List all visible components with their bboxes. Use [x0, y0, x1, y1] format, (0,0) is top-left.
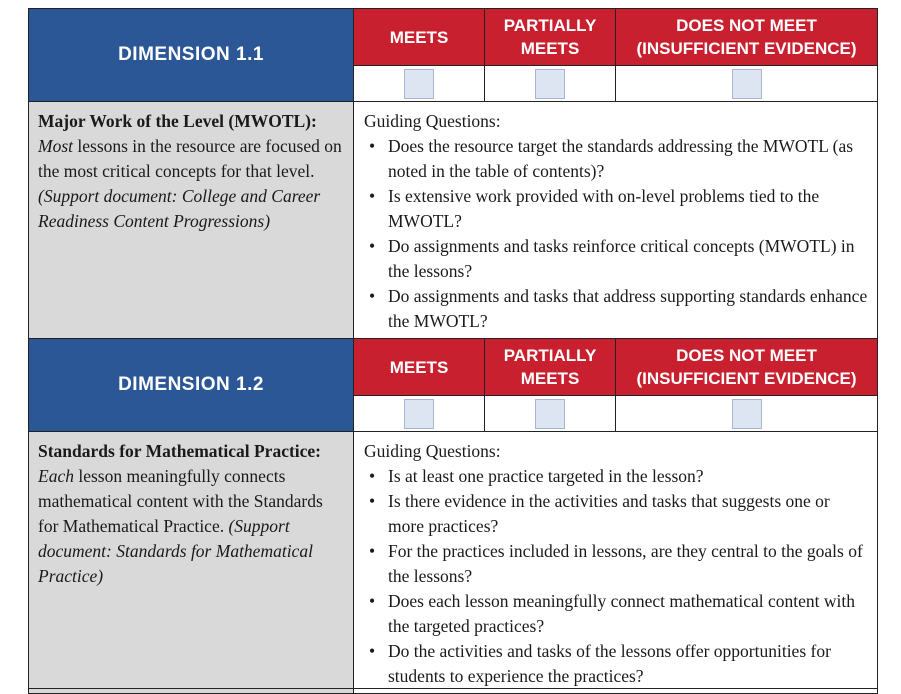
rating-does-not-meet-header	[616, 9, 878, 66]
dimension-1-1-does-not-meet-checkbox[interactable]	[732, 69, 762, 99]
rating-partially-meets-header	[485, 9, 616, 66]
rating-partially-line2: MEETS	[520, 39, 580, 58]
guiding-questions-heading: Guiding Questions:	[364, 111, 501, 131]
rating-partially-line2: MEETS	[520, 369, 580, 388]
guiding-questions-list	[364, 134, 869, 334]
criterion-support-document: (Support document: Standards for Mathematical Practice)	[38, 516, 313, 586]
dimension-1-2-meets-checkbox[interactable]	[404, 399, 434, 429]
rating-meets-label: MEETS	[389, 27, 449, 47]
dimension-1-1-content-row	[29, 102, 878, 339]
rating-meets-header	[354, 9, 485, 66]
rating-meets-header	[354, 339, 485, 396]
dimension-1-2-content-row	[29, 432, 878, 694]
list-item: • Is at least one practice targeted in the lesson?	[364, 464, 869, 489]
checkbox-cell-meets	[354, 66, 485, 102]
dimension-1-1-partially-meets-checkbox[interactable]	[535, 69, 565, 99]
criterion-title: Major Work of the Level (MWOTL):	[38, 111, 317, 131]
rating-partially-meets-header	[485, 339, 616, 396]
dimension-1-1-criterion	[29, 102, 354, 339]
rubric-table	[28, 8, 878, 694]
list-item: • Do assignments and tasks that address supporting standards enhance the MWOTL?	[364, 284, 869, 334]
dimension-1-1-header-row	[29, 9, 878, 66]
dimension-1-2-header-row	[29, 339, 878, 396]
list-item: • Does each lesson meaningfully connect mathematical content with the targeted practices?	[364, 589, 869, 639]
dimension-1-2-title: DIMENSION 1.2	[29, 339, 354, 432]
dimension-1-1-guiding-questions	[354, 102, 878, 339]
rating-does-not-line2: (INSUFFICIENT EVIDENCE)	[636, 369, 857, 388]
checkbox-cell-meets	[354, 396, 485, 432]
guiding-questions-heading: Guiding Questions:	[364, 441, 501, 461]
checkbox-cell-partially	[485, 396, 616, 432]
rating-does-not-meet-header	[616, 339, 878, 396]
criterion-text: lessons in the resource are focused on the most critical concepts for that level.	[38, 136, 342, 181]
criterion-emphasis: Each	[38, 466, 74, 486]
dimension-1-2-partially-meets-checkbox[interactable]	[535, 399, 565, 429]
list-item: • Does the resource target the standards addressing the MWOTL (as noted in the table of contents)?	[364, 134, 869, 184]
guiding-questions-list	[364, 464, 869, 689]
dimension-1-2-guiding-questions	[354, 432, 878, 694]
criterion-text: lesson meaningfully connects mathematical content with the Standards for Mathematical Practice.	[38, 466, 323, 536]
rating-partially-line1: PARTIALLY	[503, 346, 597, 365]
rating-does-not-line2: (INSUFFICIENT EVIDENCE)	[636, 39, 857, 58]
checkbox-cell-partially	[485, 66, 616, 102]
rating-does-not-line1: DOES NOT MEET	[676, 16, 817, 35]
dimension-1-2-does-not-meet-checkbox[interactable]	[732, 399, 762, 429]
rating-partially-line1: PARTIALLY	[503, 16, 597, 35]
list-item: • Do the activities and tasks of the lessons offer opportunities for students to experience the practices?	[364, 639, 869, 689]
list-item: • For the practices included in lessons, are they central to the goals of the lessons?	[364, 539, 869, 589]
list-item: • Is extensive work provided with on-level problems tied to the MWOTL?	[364, 184, 869, 234]
dimension-1-1-meets-checkbox[interactable]	[404, 69, 434, 99]
next-row-border	[28, 688, 877, 689]
checkbox-cell-does-not	[616, 66, 878, 102]
criterion-support-document: (Support document: College and Career Readiness Content Progressions)	[38, 186, 321, 231]
rating-meets-label: MEETS	[389, 357, 449, 377]
list-item: • Do assignments and tasks reinforce critical concepts (MWOTL) in the lessons?	[364, 234, 869, 284]
checkbox-cell-does-not	[616, 396, 878, 432]
rating-does-not-line1: DOES NOT MEET	[676, 346, 817, 365]
criterion-title: Standards for Mathematical Practice:	[38, 441, 322, 461]
criterion-emphasis: Most	[38, 136, 73, 156]
list-item: • Is there evidence in the activities and tasks that suggests one or more practices?	[364, 489, 869, 539]
dimension-1-1-title: DIMENSION 1.1	[29, 9, 354, 102]
dimension-1-2-criterion	[29, 432, 354, 694]
